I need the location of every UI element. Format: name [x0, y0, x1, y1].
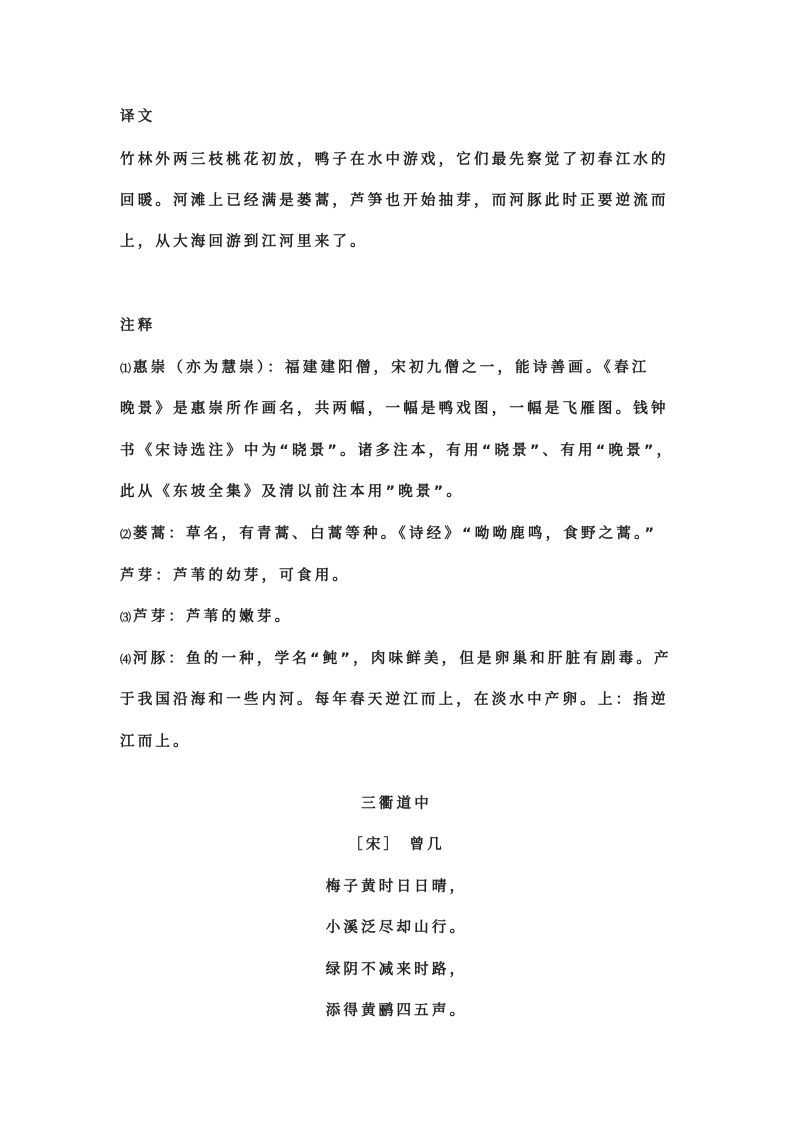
note-3-marker: ⑶	[120, 611, 131, 624]
poem-line: 小溪泛尽却山行。	[325, 920, 468, 936]
poem-author: ［宋］ 曾几	[348, 837, 445, 853]
note-2-text: 蒌蒿：草名，有青蒿、白蒿等种。《诗经》“呦呦鹿鸣，食野之蒿。”	[133, 526, 658, 542]
note-1-line: 此从《东坡全集》及清以前注本用”晚景”。	[120, 484, 465, 500]
note-4-line	[120, 649, 672, 670]
note-1-marker: ⑴	[120, 362, 131, 375]
note-1-line	[120, 358, 650, 379]
note-2-line: 芦芽：芦苇的幼芽，可食用。	[120, 568, 351, 584]
note-3-text: 芦芽：芦苇的嫩芽。	[133, 609, 293, 625]
poem-line: 绿阴不减来时路，	[325, 962, 468, 978]
note-4-marker: ⑷	[120, 653, 131, 666]
poem-title: 三衢道中	[361, 796, 432, 812]
note-2-line	[120, 524, 657, 545]
notes-heading: 注释	[120, 318, 156, 334]
note-2-marker: ⑵	[120, 528, 131, 541]
translation-line: 回暖。河滩上已经满是蒌蒿，芦笋也开始抽芽，而河豚此时正要逆流而	[120, 193, 669, 209]
note-4-line: 江而上。	[120, 734, 191, 750]
translation-line: 竹林外两三枝桃花初放，鸭子在水中游戏，它们最先察觉了初春江水的	[120, 152, 669, 168]
note-3-line	[120, 607, 292, 628]
poem-line: 添得黄鹂四五声。	[325, 1003, 468, 1019]
note-1-line: 书《宋诗选注》中为“晓景”。诸多注本，有用“晓景”、有用“晚景”，	[120, 443, 675, 459]
note-4-line: 于我国沿海和一些内河。每年春天逆江而上，在淡水中产卵。上：指逆	[120, 692, 669, 708]
note-4-text: 河豚：鱼的一种，学名“鲀”，肉味鲜美，但是卵巢和肝脏有剧毒。产	[133, 651, 672, 667]
translation-heading: 译文	[120, 109, 156, 125]
note-1-text: 惠崇（亦为慧崇）：福建建阳僧，宋初九僧之一，能诗善画。《春江	[133, 360, 650, 376]
translation-line: 上，从大海回游到江河里来了。	[120, 234, 368, 250]
poem-line: 梅子黄时日日晴，	[325, 879, 468, 895]
note-1-line: 晚景》是惠崇所作画名，共两幅，一幅是鸭戏图，一幅是飞雁图。钱钟	[120, 401, 669, 417]
